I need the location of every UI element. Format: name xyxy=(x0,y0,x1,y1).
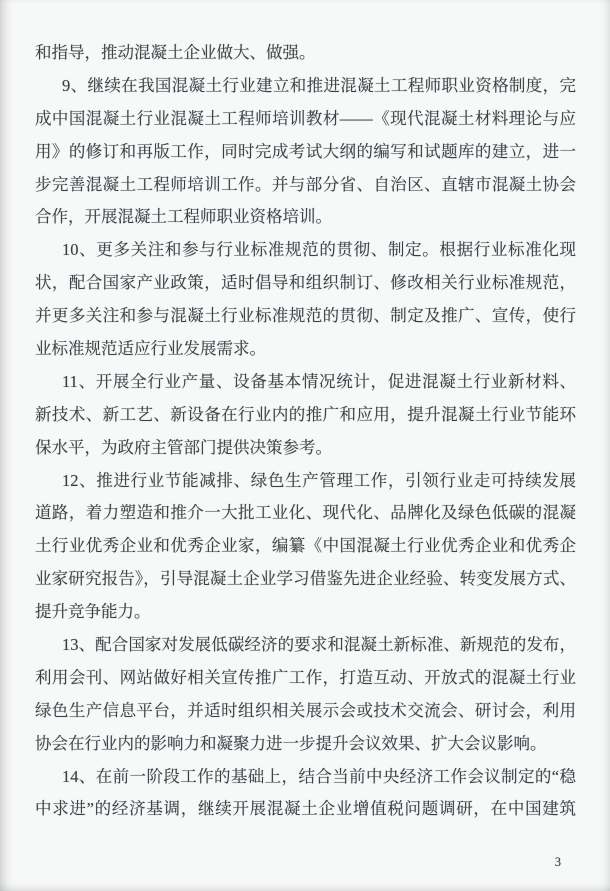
text-line: 土行业优秀企业和优秀企业家，编纂《中国混凝土行业优秀企业和优秀企 xyxy=(35,536,576,556)
text-line: 步完善混凝土工程师培训工作。并与部分省、自治区、直辖市混凝土协会 xyxy=(35,174,576,194)
text-line: 提升竞争能力。 xyxy=(35,602,151,622)
text-line: 成中国混凝土行业混凝土工程师培训教材——《现代混凝土材料理论与应 xyxy=(35,108,576,128)
text-line: 绿色生产信息平台，并适时组织相关展示会或技术交流会、研讨会，利用 xyxy=(35,700,576,720)
text-line: 13、配合国家对发展低碳经济的要求和混凝土新标准、新规范的发布， xyxy=(62,635,576,655)
page-number: 3 xyxy=(554,855,561,869)
text-line: 协会在行业内的影响力和凝聚力进一步提升会议效果、扩大会议影响。 xyxy=(35,733,547,753)
text-line: 新技术、新工艺、新设备在行业内的推广和应用，提升混凝土行业节能环 xyxy=(35,404,576,424)
text-line: 合作，开展混凝土工程师职业资格培训。 xyxy=(35,207,332,227)
text-line: 并更多关注和参与混凝土行业标准规范的贯彻、制定及推广、宣传，使行 xyxy=(35,306,576,326)
text-line: 中求进”的经济基调，继续开展混凝土企业增值税问题调研，在中国建筑 xyxy=(35,799,576,819)
text-line: 业家研究报告》，引导混凝土企业学习借鉴先进企业经验、转变发展方式、 xyxy=(35,569,576,589)
text-line: 10、更多关注和参与行业标准规范的贯彻、制定。根据行业标准化现 xyxy=(62,240,576,260)
text-line: 14、在前一阶段工作的基础上，结合当前中央经济工作会议制定的“稳 xyxy=(62,766,576,786)
text-line: 道路，着力塑造和推介一大批工业化、现代化、品牌化及绿色低碳的混凝 xyxy=(35,503,576,523)
document-body xyxy=(35,37,576,826)
text-line: 11、开展全行业产量、设备基本情况统计，促进混凝土行业新材料、 xyxy=(62,371,576,391)
text-line: 用》的修订和再版工作，同时完成考试大纲的编写和试题库的建立，进一 xyxy=(35,141,576,161)
text-line: 状，配合国家产业政策，适时倡导和组织制订、修改相关行业标准规范， xyxy=(35,273,576,293)
text-line: 业标准规范适应行业发展需求。 xyxy=(35,339,266,359)
text-line: 利用会刊、网站做好相关宣传推广工作，打造互动、开放式的混凝土行业 xyxy=(35,667,576,687)
text-line: 9、继续在我国混凝土行业建立和推进混凝土工程师职业资格制度，完 xyxy=(62,75,576,95)
text-line: 保水平，为政府主管部门提供决策参考。 xyxy=(35,437,332,457)
text-line: 12、推进行业节能减排、绿色生产管理工作，引领行业走可持续发展 xyxy=(62,470,576,490)
text-line: 和指导，推动混凝土企业做大、做强。 xyxy=(35,43,316,62)
